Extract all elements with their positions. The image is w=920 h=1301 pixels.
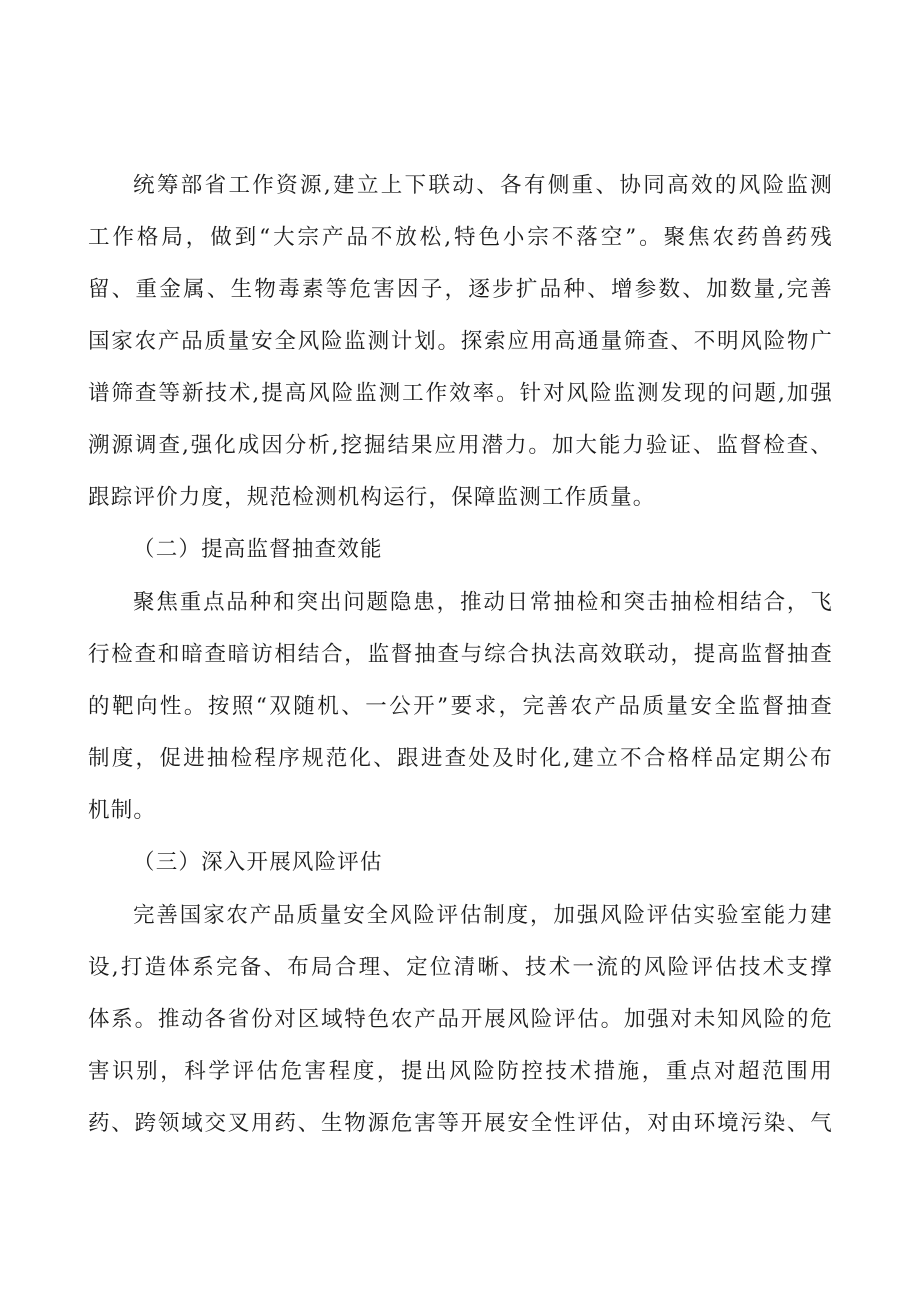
paragraph-line: 工作格局，做到“大宗产品不放松,特色小宗不落空”。聚焦农药兽药残 xyxy=(88,225,833,250)
paragraph-line: 机制。 xyxy=(88,798,157,823)
paragraph-line: 的靶向性。按照“双随机、一公开”要求，完善农产品质量安全监督抽查 xyxy=(88,694,833,719)
paragraph-line: 统筹部省工作资源,建立上下联动、各有侧重、协同高效的风险监测 xyxy=(133,173,833,198)
section-heading: （三）深入开展风险评估 xyxy=(133,850,383,875)
paragraph-line: 药、跨领域交叉用药、生物源危害等开展安全性评估，对由环境污染、气 xyxy=(88,1111,833,1136)
paragraph-line: 行检查和暗查暗访相结合，监督抽查与综合执法高效联动，提高监督抽查 xyxy=(88,642,833,667)
paragraph-line: 体系。推动各省份对区域特色农产品开展风险评估。加强对未知风险的危 xyxy=(88,1007,833,1032)
paragraph-line: 制度，促进抽检程序规范化、跟进查处及时化,建立不合格样品定期公布 xyxy=(88,746,833,771)
paragraph-line: 谱筛查等新技术,提高风险监测工作效率。针对风险监测发现的问题,加强 xyxy=(88,381,833,406)
paragraph-line: 跟踪评价力度，规范检测机构运行，保障监测工作质量。 xyxy=(88,485,656,510)
section-heading: （二）提高监督抽查效能 xyxy=(133,537,383,562)
paragraph-line: 完善国家农产品质量安全风险评估制度，加强风险评估实验室能力建 xyxy=(133,903,833,928)
paragraph-line: 聚焦重点品种和突出问题隐患，推动日常抽检和突击抽检相结合，飞 xyxy=(133,590,833,615)
paragraph-line: 设,打造体系完备、布局合理、定位清晰、技术一流的风险评估技术支撑 xyxy=(88,955,833,980)
paragraph-line: 留、重金属、生物毒素等危害因子，逐步扩品种、增参数、加数量,完善 xyxy=(88,277,833,302)
paragraph-line: 国家农产品质量安全风险监测计划。探索应用高通量筛查、不明风险物广 xyxy=(88,329,833,354)
paragraph-line: 溯源调查,强化成因分析,挖掘结果应用潜力。加大能力验证、监督检查、 xyxy=(88,433,833,458)
paragraph-line: 害识别，科学评估危害程度，提出风险防控技术措施，重点对超范围用 xyxy=(88,1059,833,1084)
